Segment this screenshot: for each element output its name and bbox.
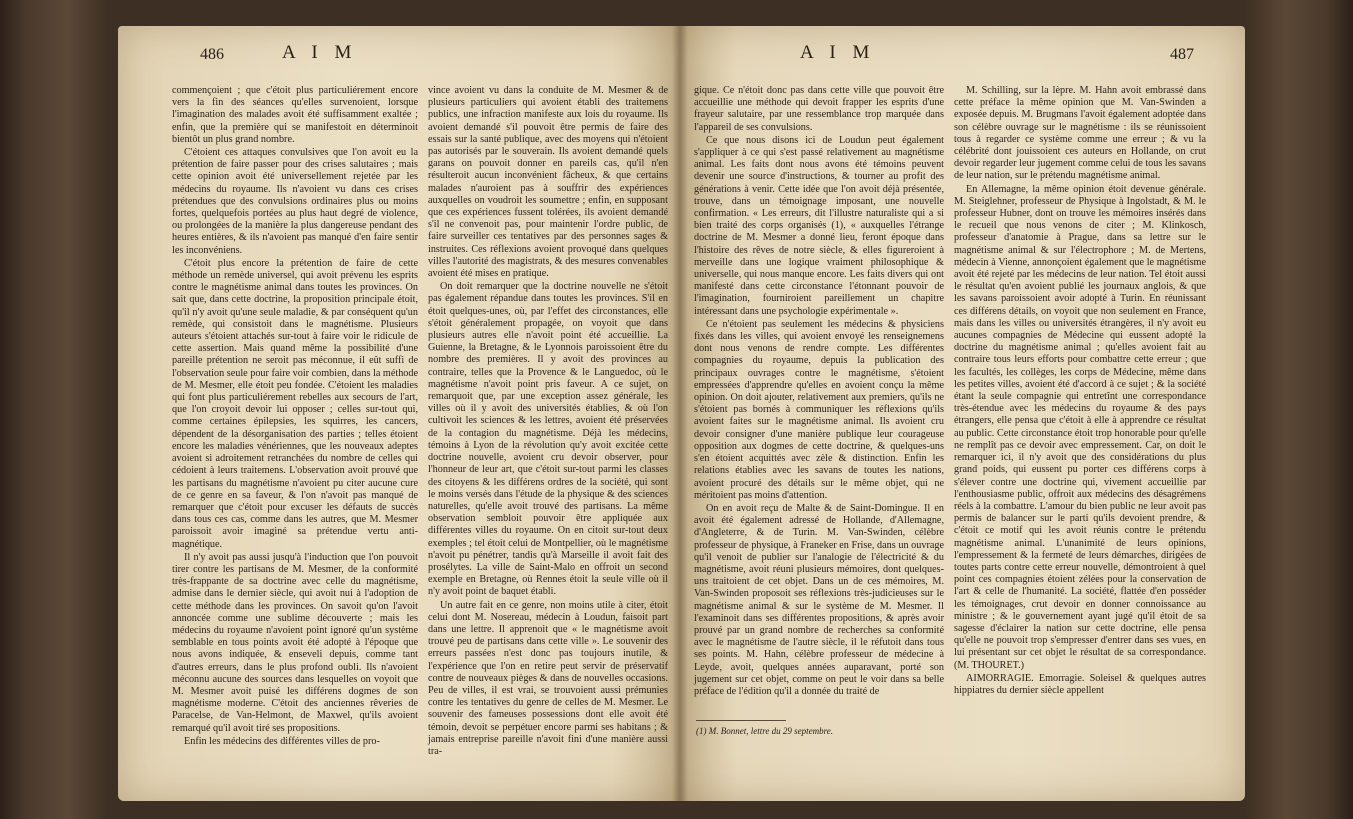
right-column-2	[954, 85, 1206, 765]
paragraph: vince avoient vu dans la conduite de M. Mesmer & de plusieurs particuliers qui avoient établi des traitemens publics, une infraction manifeste aux lois du royaume. Ils avoient demandé s'il pouvoit être permis de faire des essais sur la santé publique, avec des moyens qui n'étoient pas autorisés par le souverain. Ils avoient demandé quels garans on pouvoit donner en pareils cas, qu'il n'en résulteroit aucun inconvénient fâcheux, & que certains malades n'auroient pas à souffrir des expériences auxquelles on voudroit les soumettre ; enfin, en supposant que ces expériences fussent tolérées, ils avoient demandé s'il ne convenoit pas, pour maintenir l'ordre public, de faire surveiller ces tentatives par des personnes sages & instruites. Ces réflexions avoient provoqué dans quelques villes l'autorité des magistrats, & des mesures convenables avoient été mises en pratique.	[428, 85, 668, 280]
paragraph: Ce que nous disons ici de Loudun peut également s'appliquer à ce qui s'est passé relativement au magnétisme animal. Les faits dont nous avons été témoins peuvent devenir une source d'instructions, & tourner au profit des générations à venir. Cette idée que l'on avoit déjà présentée, trouve, dans un témoignage imposant, une nouvelle confirmation. « Les erreurs, dit l'illustre naturaliste qui a si bien traité des corps organisés (1), « auxquelles l'étrange doctrine de M. Mesmer a donné lieu, feront époque dans l'histoire des rêves de notre siècle, & elles figureroient à merveille dans une logique vraiment philosophique & universelle, qui nous manque encore. Les faits divers qui ont manifesté dans cette circonstance l'étonnant pouvoir de l'imagination, fourniroient pareillement un chapitre intéressant dans une psychologie expérimentale ».	[694, 134, 944, 317]
left-page-number: 486	[200, 46, 224, 63]
paragraph: Enfin les médecins des différentes villes de pro-	[184, 735, 380, 747]
right-page-number: 487	[1170, 46, 1194, 63]
left-column-2	[428, 85, 668, 757]
left-column-1	[172, 85, 418, 747]
right-running-head: A I M	[800, 42, 876, 63]
paragraph: C'étoient ces attaques convulsives que l'on avoit eu la prétention de faire passer pour des crises salutaires ; mais cette opinion avoit été universellement rejetée par les médecins du royaume. Ils n'avoient vu dans ces crises prétendues que des convulsions ordinaires plus ou moins fortes, quelquefois portées au plus haut degré de violence, ou prolongées de la manière la plus dangereuse pendant des heures entières, & ils n'avoient pas manqué d'en faire sentir les inconvéniens.	[172, 147, 418, 256]
paragraph: On doit remarquer que la doctrine nouvelle ne s'étoit pas également répandue dans toutes les provinces. S'il en étoit quelques-unes, où, par l'effet des circonstances, elle s'étoit généralement propagée, on voyoit que dans plusieurs autres elle n'avoit point été accueillie. La Guienne, la Bretagne, & le Lyonnois paroissoient être du nombre des premières. Il y avoit des provinces au contraire, telles que la Provence & le Languedoc, où le magnétisme n'avoit point pris faveur. A ce sujet, on remarquoit que, par une exception assez générale, les villes où il y avoit des universités établies, & où l'on cultivoit les sciences & les lettres, avoient été préservées de la contagion du magnétisme. Déjà les médecins, témoins à Lyon de la révolution qu'y avoit excitée cette doctrine nouvelle, avoient cru devoir observer, pour l'honneur de leur art, que c'étoit sur-tout parmi les classes des citoyens & les différens ordres de la société, qui sont le moins versés dans l'étude de la physique & des sciences naturelles, qu'elle avoit trouvé des partisans. La même observation sembloit pouvoir être appliquée aux différentes villes du royaume. On en citoit sur-tout deux exemples ; tel étoit celui de Montpellier, où le magnétisme n'avoit pu pénétrer, tandis qu'à Marseille il avoit fait des prosélytes. La ville de Saint-Malo en offroit un second exemple en Bretagne, où Rennes étoit la seule ville où il n'y avoit point de baquet établi.	[428, 281, 668, 598]
paragraph: commençoient ; que c'étoit plus particuliérement encore vers la fin des séances qu'elles survenoient, lorsque l'imagination des malades avoit été suffisamment exaltée ; enfin, que la première qui se manifestoit en déterminoit bientôt un plus grand nombre.	[172, 85, 418, 145]
paragraph: AIMORRAGIE. Emorragie. Soleisel & quelques autres hippiatres du dernier siècle appellent	[954, 672, 1206, 696]
paragraph: Un autre fait en ce genre, non moins utile à citer, étoit celui dont M. Nosereau, médecin à Loudun, faisoit part dans une lettre. Il apprenoit que « le magnétisme avoit trouvé peu de partisans dans cette ville ». Le souvenir des erreurs passées n'est donc pas toujours inutile, & l'expérience que l'on en retire peut servir de préservatif contre de nouveaux pièges & dans de nouvelles occasions. Peu de villes, il est vrai, se trouvoient aussi prémunies contre les tentatives du genre de celles de M. Mesmer. Le souvenir des fameuses possessions dont elle avoit été témoin, devoit se perpétuer encore parmi ses habitans ; & jamais entreprise pareille n'avoit fini d'une manière aussi tra-	[428, 599, 668, 757]
paragraph: Ce n'étoient pas seulement les médecins & physiciens fixés dans les villes, qui avoient envoyé les renseignemens dont nous venons de rendre compte. Les différentes compagnies du royaume, depuis la publication des principaux ouvrages contre le magnétisme, s'étoient empressées d'apprendre qu'elles en avoient conçu la même opinion. On doit ajouter, relativement aux premiers, qu'ils ne s'étoient pas bornés à communiquer les réflexions qu'ils avoient faites sur le magnétisme animal. Ils avoient cru devoir consigner d'une manière publique leur courageuse opposition aux dogmes de cette doctrine, & quelques-uns s'en étoient acquittés avec zèle & distinction. Enfin les relations établies avec les savans de toutes les nations, avoient procuré des détails sur le même objet, qui ne méritoient pas moins d'attention.	[694, 318, 944, 501]
footnote: (1) M. Bonnet, lettre du 29 septembre.	[696, 726, 834, 736]
paragraph: En Allemagne, la même opinion étoit devenue générale. M. Steiglehner, professeur de Physique à Ingolstadt, & M. le professeur Hubner, dont on trouve les mémoires insérés dans le recueil que nous venons de citer ; M. Klinkosch, professeur d'anatomie à Prague, dans sa lettre sur le magnétisme animal & sur l'électrophore ; M. de Mertens, médecin à Vienne, annonçoient également que le magnétisme avoit été rejeté par les médecins de leur nation. Tel étoit aussi le résultat qu'en avoient publié les journaux anglois, & que les savans paroissoient avoir adopté à Turin. En réunissant ces différens détails, on voyoit que non seulement en France, mais dans les villes ou universités étrangères, il n'y avoit eu aucunes compagnies de Médecine qui eussent adopté la doctrine du magnétisme animal ; qu'elles avoient fait au contraire tous leurs efforts pour combattre cette erreur ; que les facultés, les collèges, les corps de Médecine, même dans les petites villes, avoient été d'accord à ce sujet ; & la société étant la seule compagnie qui entretînt une correspondance très-étendue avec les médecins du royaume & des pays étrangers, elle pensa que c'étoit à elle à apprendre ce résultat au public. Cette circonstance étoit trop honorable pour qu'elle ne remplît pas ce devoir avec empressement. Car, on doit le remarquer ici, il n'y avoit que des considérations du plus grand poids, qui eussent pu porter ces différens corps à s'élever contre une doctrine qui, vivement accueillie par l'enthousiasme public, offroit aux médecins des désagrémens réels à la combattre. L'amour du bien public ne leur avoit pas permis de balancer sur le parti qu'ils devoient prendre, & c'étoit ce motif qui les avoit réunis contre le prétendu magnétisme animal. L'unanimité de leurs opinions, l'empressement & la fermeté de leurs démarches, dirigées de toutes parts contre cette erreur nouvelle, démontroient à quel point ces compagnies étoient zélées pour la conservation de l'art & celle de l'humanité. La société, flattée d'en posséder les témoignages, crut devoir en donner connoissance au ministre ; & le gouvernement ayant jugé qu'il étoit de sa sagesse d'éclairer la nation sur cette doctrine, elle pensa qu'elle ne pouvoit trop s'empresser d'entrer dans ses vues, en lui présentant sur cet objet le résultat de sa correspondance. (M. THOURET.)	[954, 183, 1206, 671]
paragraph: M. Schilling, sur la lèpre. M. Hahn avoit embrassé dans cette préface la même opinion que M. Van-Swinden a exposée depuis. M. Brugmans l'avoit également adoptée dans son célèbre ouvrage sur le magnétisme : ils se réunissoient tous à regarder ce système comme une erreur ; & vu la célébrité dont jouissoient ces auteurs en Hollande, on crut devoir regarder leur jugement comme celui de tous les savans de leur nation, sur le prétendu magnétisme animal.	[954, 85, 1206, 182]
paragraph: gique. Ce n'étoit donc pas dans cette ville que pouvoit être accueillie une méthode qui devoit frapper les esprits d'une frayeur salutaire, par une ressemblance trop marquée dans l'appareil de ses convulsions.	[694, 85, 944, 133]
paragraph: On en avoit reçu de Malte & de Saint-Domingue. Il en avoit été également adressé de Hollande, d'Allemagne, d'Angleterre, & de Turin. M. Van-Swinden, célèbre professeur de physique, à Franeker en Frise, dans un ouvrage qu'il venoit de publier sur l'analogie de l'électricité & du magnétisme, avoit réuni plusieurs mémoires, dont quelques-uns traitoient de cet objet. Dans un de ces mémoires, M. Van-Swinden proposoit ses réflexions très-judicieuses sur le magnétisme animal & sur le système de M. Mesmer. Il l'examinoit dans ses différentes propositions, & après avoir prouvé par un grand nombre de recherches sa conformité avec le magnétisme de l'autre siècle, il le réfutoit dans tous ses points. M. Hahn, célèbre professeur de médecine à Leyde, avoit, quelques années auparavant, porté son jugement sur cet objet, comme on peut le voir dans sa belle préface de l'édition qu'il a donnée du traité de	[694, 502, 944, 697]
footnote-rule	[696, 720, 786, 721]
paragraph: Il n'y avoit pas aussi jusqu'à l'induction que l'on pouvoit tirer contre les partisans de M. Mesmer, de la conformité très-frappante de sa doctrine avec celle du magnétisme, admise dans le dernier siècle, qui avoit nui à l'adoption de cette méthode dans les provinces. On savoit qu'on l'avoit annoncée comme une sublime découverte ; mais les médecins du royaume n'avoient point ignoré qu'un système semblable en tous points avoit été adopté à l'époque que nous avons indiquée, & enseveli depuis, comme tant d'autres erreurs, dans le plus profond oubli. Ils n'avoient méconnu aucune des sources dans lesquelles on voyoit que M. Mesmer avoit puisé les différens dogmes de son magnétisme moderne. C'étoit des anciennes rêveries de Paracelse, de Van-Helmont, de Maxwel, qu'ils avoient remarqué qu'il avoit tiré ses propositions.	[172, 551, 418, 734]
paragraph: C'étoit plus encore la prétention de faire de cette méthode un remède universel, qui avoit prévenu les esprits contre le magnétisme animal dans toutes les provinces. On sait que, dans cette doctrine, la proposition principale étoit, qu'il n'y avoit qu'une seule maladie, & par conséquent qu'un remède, qui consistoit dans le magnétisme. Plusieurs auteurs s'étoient attachés sur-tout à faire voir le ridicule de cette assertion. Mais quand même la possibilité d'une pareille prétention ne seroit pas méconnue, il eût suffi de l'observation seule pour faire voir combien, dans la méthode de M. Mesmer, elle étoit peu fondée. C'étoient les maladies qui font plus particuliérement rebelles aux secours de l'art, que l'on croyoit devoir lui opposer ; celles sur-tout qui, comme certaines épilepsies, les squirres, les cancers, dépendent de la désorganisation des parties ; telles étoient encore les maladies vénériennes, que les nouveaux adeptes avoient si adroitement retranchées du nombre de celles qui cédoient à leurs traitemens. L'observation avoit prouvé que les partisans du magnétisme n'avoient pu citer aucune cure de ce genre en sa faveur, & l'on n'avoit pas manqué de remarquer que c'étoit pour excuser les défauts de succès dans tous ces cas, comme dans les autres, que M. Mesmer paroissoit avoir imaginé sa prétendue vertu anti-magnétique.	[172, 257, 418, 550]
right-column-1	[694, 85, 944, 713]
book-gutter	[672, 26, 688, 801]
left-running-head: A I M	[282, 42, 358, 63]
